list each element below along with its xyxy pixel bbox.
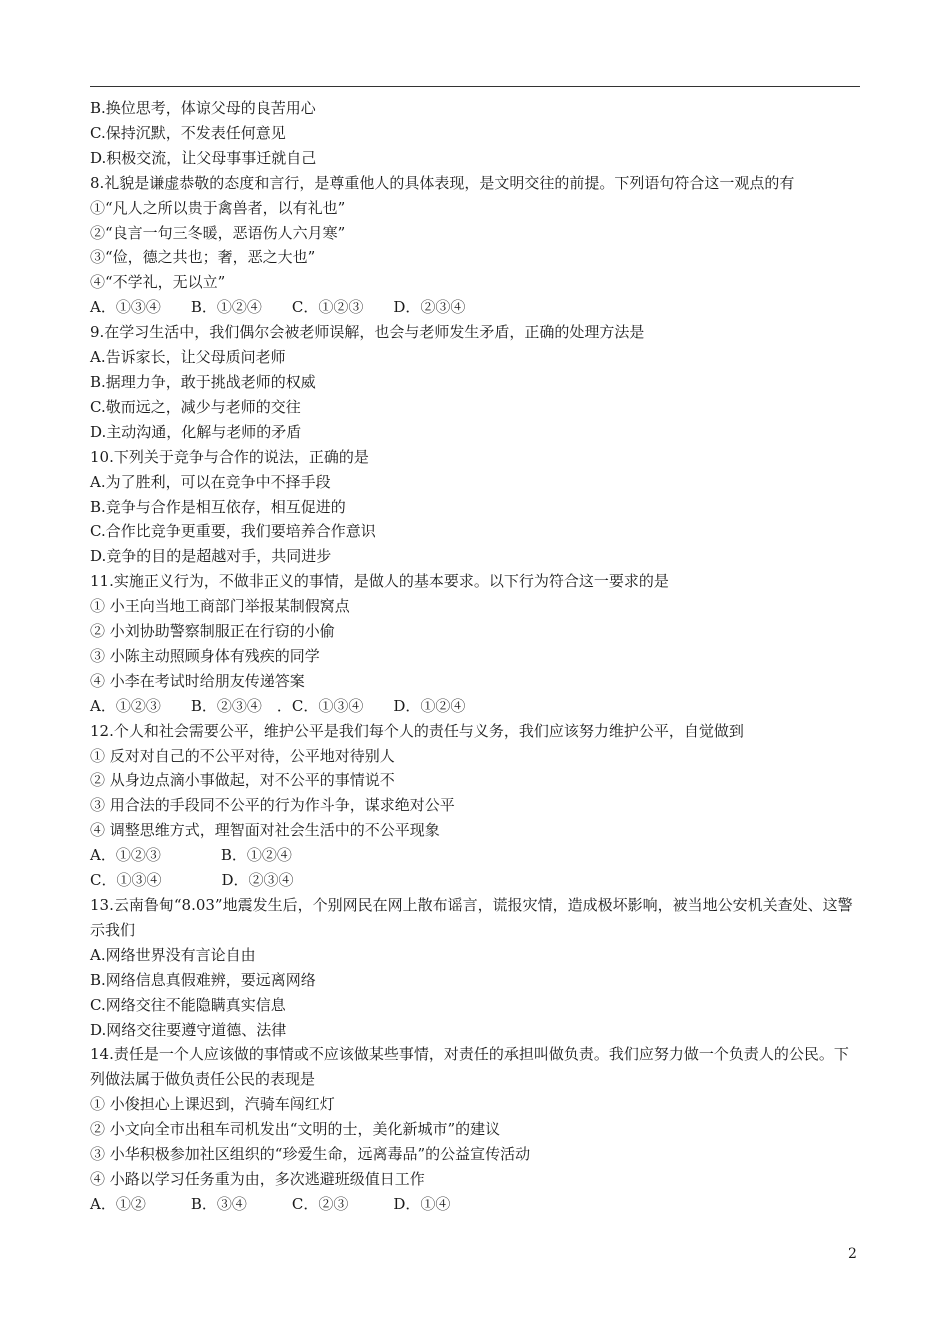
page-number: 2 <box>848 1246 857 1262</box>
answer-options: A．①②③ B．②③④ ．C．①③④ D．①②④ <box>90 696 466 715</box>
statement-line: ④“不学礼，无以立” <box>90 273 226 292</box>
option-line: B.换位思考，体谅父母的良苦用心 <box>90 99 316 117</box>
answer-options: A．①② B．③④ C．②③ D．①④ <box>90 1194 451 1213</box>
question-12: 12.个人和社会需要公平，维护公平是我们每个人的责任与义务，我们应该努力维护公平，自觉做到 <box>90 721 744 740</box>
statement-line: ③“俭，德之共也；奢，恶之大也” <box>90 248 316 267</box>
option-line: D.竞争的目的是超越对手，共同进步 <box>90 547 332 566</box>
statement-line: ① 小俊担心上课迟到，汽骑车闯红灯 <box>90 1095 335 1114</box>
question-14: 14.责任是一个人应该做的事情或不应该做某些事情，对责任的承担叫做负责。我们应努力做一个负责人的公民。下列做法属于做负责任公民的表现是 <box>90 1045 849 1089</box>
statement-line: ③ 用合法的手段同不公平的行为作斗争，谋求绝对公平 <box>90 796 455 815</box>
option-line: D.网络交往要遵守道德、法律 <box>90 1020 287 1039</box>
option-line: A.告诉家长，让父母质问老师 <box>90 348 286 367</box>
question-11: 11.实施正义行为，不做非正义的事情，是做人的基本要求。以下行为符合这一要求的是 <box>90 572 669 591</box>
option-line: B.网络信息真假难辨，要远离网络 <box>90 970 316 989</box>
question-13: 13.云南鲁甸“8.03”地震发生后，个别网民在网上散布谣言，谎报灾情，造成极坏影响，被当地公安机关查处、这警示我们 <box>90 896 853 939</box>
answer-options: C．①③④ D．②③④ <box>90 871 294 890</box>
option-line: C.保持沉默，不发表任何意见 <box>90 123 286 142</box>
option-line: A.为了胜利，可以在竞争中不择手段 <box>90 472 331 491</box>
statement-line: ④ 小李在考试时给朋友传递答案 <box>90 671 305 690</box>
option-line: C.合作比竞争更重要，我们要培养合作意识 <box>90 522 376 541</box>
statement-line: ②“良言一句三冬暖，恶语伤人六月寒” <box>90 223 346 242</box>
statement-line: ② 从身边点滴小事做起，对不公平的事情说不 <box>90 771 395 790</box>
statement-line: ④ 小路以学习任务重为由，多次逃避班级值日工作 <box>90 1169 425 1188</box>
page-content <box>90 96 860 1217</box>
answer-options: A．①③④ B．①②④ C．①②③ D．②③④ <box>90 298 466 317</box>
option-line: D.主动沟通，化解与老师的矛盾 <box>90 422 302 441</box>
question-10: 10.下列关于竞争与合作的说法，正确的是 <box>90 447 369 466</box>
statement-line: ④ 调整思维方式，理智面对社会生活中的不公平现象 <box>90 821 440 840</box>
option-line: C.敬而远之，减少与老师的交往 <box>90 397 301 416</box>
question-8: 8.礼貌是谦虚恭敬的态度和言行，是尊重他人的具体表现，是文明交往的前提。下列语句符合这一观点的有 <box>90 173 795 192</box>
statement-line: ② 小文向全市出租车司机发出“文明的士，美化新城市”的建议 <box>90 1120 501 1139</box>
option-line: A.网络世界没有言论自由 <box>90 945 256 964</box>
option-line: C.网络交往不能隐瞒真实信息 <box>90 995 286 1014</box>
statement-line: ② 小刘协助警察制服正在行窃的小偷 <box>90 622 335 641</box>
statement-line: ① 小王向当地工商部门举报某制假窝点 <box>90 597 350 616</box>
statement-line: ③ 小陈主动照顾身体有残疾的同学 <box>90 646 320 665</box>
statement-line: ① 反对对自己的不公平对待，公平地对待别人 <box>90 746 395 765</box>
statement-line: ①“凡人之所以贵于禽兽者，以有礼也” <box>90 198 346 217</box>
option-line: D.积极交流，让父母事事迁就自己 <box>90 148 317 167</box>
option-line: B.据理力争，敢于挑战老师的权威 <box>90 372 316 391</box>
option-line: B.竞争与合作是相互依存，相互促进的 <box>90 497 346 516</box>
statement-line: ③ 小华积极参加社区组织的“珍爱生命，远离毒品”的公益宣传活动 <box>90 1145 531 1164</box>
question-9: 9.在学习生活中，我们偶尔会被老师误解，也会与老师发生矛盾，正确的处理方法是 <box>90 323 645 342</box>
header-rule <box>90 86 860 87</box>
answer-options: A．①②③ B．①②④ <box>90 846 292 865</box>
